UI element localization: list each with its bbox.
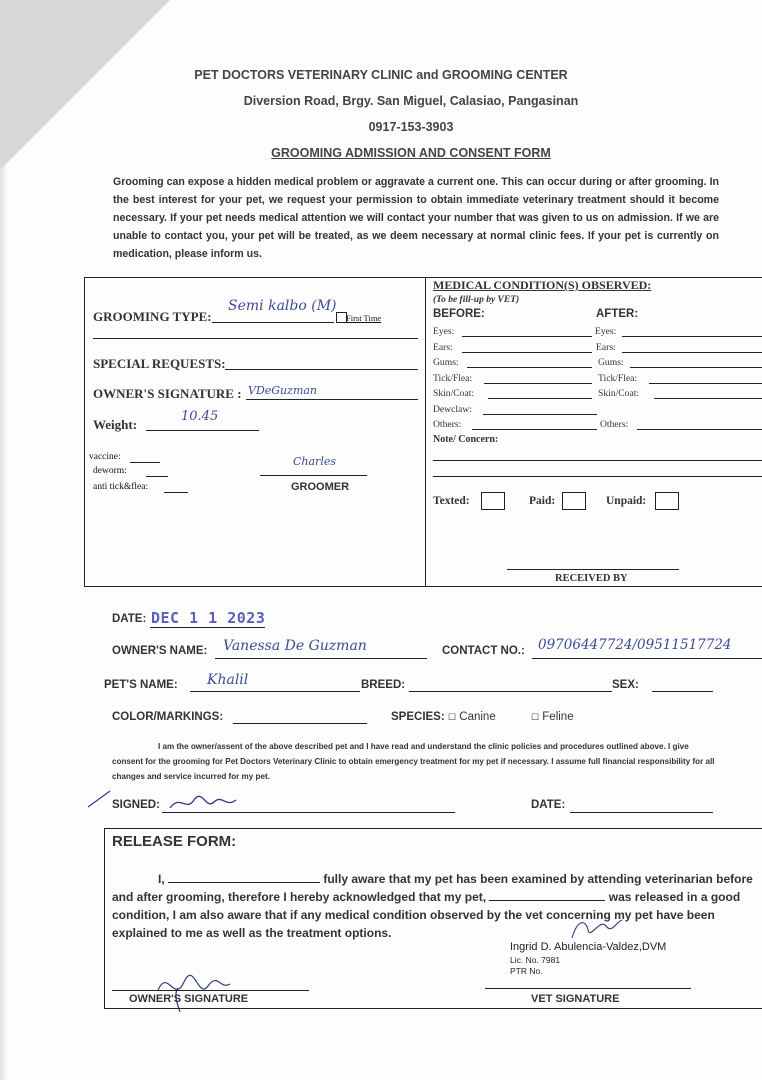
species-label: SPECIES: <box>391 711 445 723</box>
color-markings-line[interactable] <box>233 723 367 724</box>
after-eyes: Eyes: <box>595 326 617 337</box>
unpaid-checkbox[interactable] <box>655 492 679 510</box>
signed-date-label: DATE: <box>531 799 566 811</box>
grooming-type-line <box>212 322 334 323</box>
before-others: Others: <box>433 419 462 430</box>
deworm-line[interactable] <box>146 476 168 477</box>
before-tickflea-line[interactable] <box>484 383 592 384</box>
release-left-border <box>104 828 105 1008</box>
before-tickflea: Tick/Flea: <box>433 373 473 384</box>
owner-signature-line <box>246 399 418 400</box>
owner-name-line <box>215 658 427 659</box>
species-canine[interactable] <box>448 711 496 723</box>
feline-label: Feline <box>542 711 574 723</box>
clinic-phone: 0917-153-3903 <box>368 120 454 134</box>
date-line <box>150 627 265 628</box>
species-feline[interactable] <box>531 711 574 723</box>
paid-label: Paid: <box>529 495 556 507</box>
before-eyes: Eyes: <box>433 326 455 337</box>
box-bottom-border <box>85 586 762 587</box>
vet-ptr: PTR No. <box>510 966 543 976</box>
before-gums: Gums: <box>433 357 459 368</box>
release-text-3: was released in a good condition, I am also aware that if any medical condition observed by the vet concerning my pet have been explained to me as well as the treatment options. <box>112 890 741 940</box>
release-pet-blank[interactable] <box>489 890 605 901</box>
after-skincoat-line[interactable] <box>654 398 762 399</box>
release-name-blank[interactable] <box>168 872 320 883</box>
release-owner-signature-label: OWNER'S SIGNATURE <box>129 993 249 1005</box>
note-line-2[interactable] <box>433 476 762 477</box>
clinic-name: PET DOCTORS VETERINARY CLINIC and GROOMING CENTER <box>194 68 568 82</box>
after-ears-line[interactable] <box>622 352 762 353</box>
paid-checkbox[interactable] <box>562 492 586 510</box>
vet-license: Lic. No. 7981 <box>510 955 561 965</box>
weight-label: Weight: <box>93 417 138 432</box>
after-tickflea: Tick/Flea: <box>598 373 638 384</box>
medical-title: MEDICAL CONDITION(S) OBSERVED: <box>433 278 652 292</box>
pet-name-label: PET'S NAME: <box>104 679 178 691</box>
vet-signature-line <box>485 988 691 989</box>
medical-subtitle: (To be fill-up by VET) <box>433 295 520 305</box>
pet-name-value[interactable]: Khalil <box>207 672 249 688</box>
canine-checkbox-icon: ☐ <box>448 712 457 722</box>
after-gums-line[interactable] <box>630 367 762 368</box>
contact-value[interactable]: 09706447724/09511517724 <box>538 637 732 653</box>
before-dewclaw-line[interactable] <box>483 414 597 415</box>
grooming-type-value[interactable]: Semi kalbo (M) <box>228 298 337 314</box>
first-time-label: First Time <box>346 313 382 323</box>
vaccine-label: vaccine: <box>89 452 121 462</box>
groomer-signature[interactable]: Charles <box>293 455 336 468</box>
grooming-type-label: GROOMING TYPE: <box>93 309 212 324</box>
vaccine-line[interactable] <box>130 462 160 463</box>
special-requests-label: SPECIAL REQUESTS: <box>93 356 226 371</box>
before-dewclaw: Dewclaw: <box>433 404 472 415</box>
note-line-1[interactable] <box>433 460 762 461</box>
release-paragraph <box>112 870 762 942</box>
release-text-2: fully aware that my pet has been examined by attending veterinarian before and after grooming, therefore I hereby acknowledged that my pet, <box>112 872 753 904</box>
box-left-border <box>84 277 85 587</box>
release-title: RELEASE FORM: <box>112 833 237 850</box>
after-ears: Ears: <box>596 342 616 353</box>
vet-signature-scribble <box>566 912 626 944</box>
received-by-label: RECEIVED BY <box>555 573 628 584</box>
groomer-label: GROOMER <box>291 481 350 493</box>
form-title: GROOMING ADMISSION AND CONSENT FORM <box>271 146 551 160</box>
box-top-border <box>85 277 762 278</box>
deworm-label: deworm: <box>93 466 127 476</box>
antitick-label: anti tick&flea: <box>93 482 149 492</box>
before-ears-line[interactable] <box>462 352 592 353</box>
weight-value[interactable]: 10.45 <box>181 409 219 424</box>
after-gums: Gums: <box>598 357 624 368</box>
owner-signature-label: OWNER'S SIGNATURE : <box>93 386 242 401</box>
breed-line[interactable] <box>409 691 612 692</box>
groomer-line <box>260 475 367 476</box>
canine-label: Canine <box>459 711 496 723</box>
owner-name-value[interactable]: Vanessa De Guzman <box>223 638 367 654</box>
pet-name-line <box>190 691 360 692</box>
before-gums-line[interactable] <box>467 367 592 368</box>
after-tickflea-line[interactable] <box>649 383 762 384</box>
before-others-line[interactable] <box>472 429 597 430</box>
note-label: Note/ Concern: <box>433 434 499 445</box>
sex-line[interactable] <box>652 691 713 692</box>
after-others: Others: <box>600 419 629 430</box>
after-eyes-line[interactable] <box>622 336 762 337</box>
folded-corner <box>0 0 170 170</box>
unpaid-label: Unpaid: <box>606 495 647 507</box>
release-top-border <box>104 828 762 829</box>
after-label: AFTER: <box>596 308 639 320</box>
before-ears: Ears: <box>433 342 453 353</box>
antitick-line[interactable] <box>164 492 188 493</box>
sex-label: SEX: <box>612 679 639 691</box>
before-skincoat: Skin/Coat: <box>433 388 475 399</box>
before-eyes-line[interactable] <box>462 336 592 337</box>
release-owner-signature-scribble[interactable] <box>150 960 235 1016</box>
after-others-line[interactable] <box>637 429 762 430</box>
date-stamp[interactable]: DEC 1 1 2023 <box>151 609 266 627</box>
signed-date-line[interactable] <box>570 812 713 813</box>
vet-signature-label: VET SIGNATURE <box>531 993 620 1005</box>
release-owner-signature-line <box>112 990 309 991</box>
breed-label: BREED: <box>361 679 406 691</box>
before-skincoat-line[interactable] <box>488 398 592 399</box>
intro-paragraph: Grooming can expose a hidden medical problem or aggravate a current one. This can occur during or after grooming. In the best interest for your pet, we request your permission to obtain immediate veterinary treatment should it become necessary. If your pet needs medical attention we will contact your number that was given to us on admission. If we are unable to contact you, your pet will be treated, as we deem necessary at normal clinic fees. If your pet is currently on medication, please inform us. <box>113 176 719 260</box>
signed-label: SIGNED: <box>112 799 160 811</box>
date-label: DATE: <box>112 613 147 625</box>
texted-label: Texted: <box>433 495 470 507</box>
contact-label: CONTACT NO.: <box>442 645 525 657</box>
owner-signature-value[interactable]: VDeGuzman <box>248 384 318 397</box>
special-requests-line[interactable] <box>225 369 418 370</box>
contact-line <box>532 658 762 659</box>
before-label: BEFORE: <box>433 308 485 320</box>
release-i: I, <box>158 872 165 886</box>
weight-line <box>146 430 259 431</box>
signed-strike-stroke <box>86 787 112 809</box>
grooming-type-line-2 <box>93 338 418 339</box>
feline-checkbox-icon: ☐ <box>531 712 540 722</box>
after-skincoat: Skin/Coat: <box>598 388 640 399</box>
vet-name: Ingrid D. Abulencia-Valdez,DVM <box>510 941 667 953</box>
received-by-line <box>507 569 679 570</box>
owner-name-label: OWNER'S NAME: <box>112 645 208 657</box>
owner-signature-scribble[interactable] <box>166 790 241 816</box>
box-divider <box>425 277 426 587</box>
color-markings-label: COLOR/MARKINGS: <box>112 711 224 723</box>
texted-checkbox[interactable] <box>481 492 505 510</box>
consent-paragraph: I am the owner/assent of the above described pet and I have read and understand the clinic policies and procedures outlined above. I give consent for the grooming for Pet Doctors Veterinary Clinic to obtain emergency treatment for my pet if necessary. I assume full financial responsibility for all changes and service incurred for my pet. <box>112 742 715 781</box>
clinic-address: Diversion Road, Brgy. San Miguel, Calasiao, Pangasinan <box>243 94 579 108</box>
